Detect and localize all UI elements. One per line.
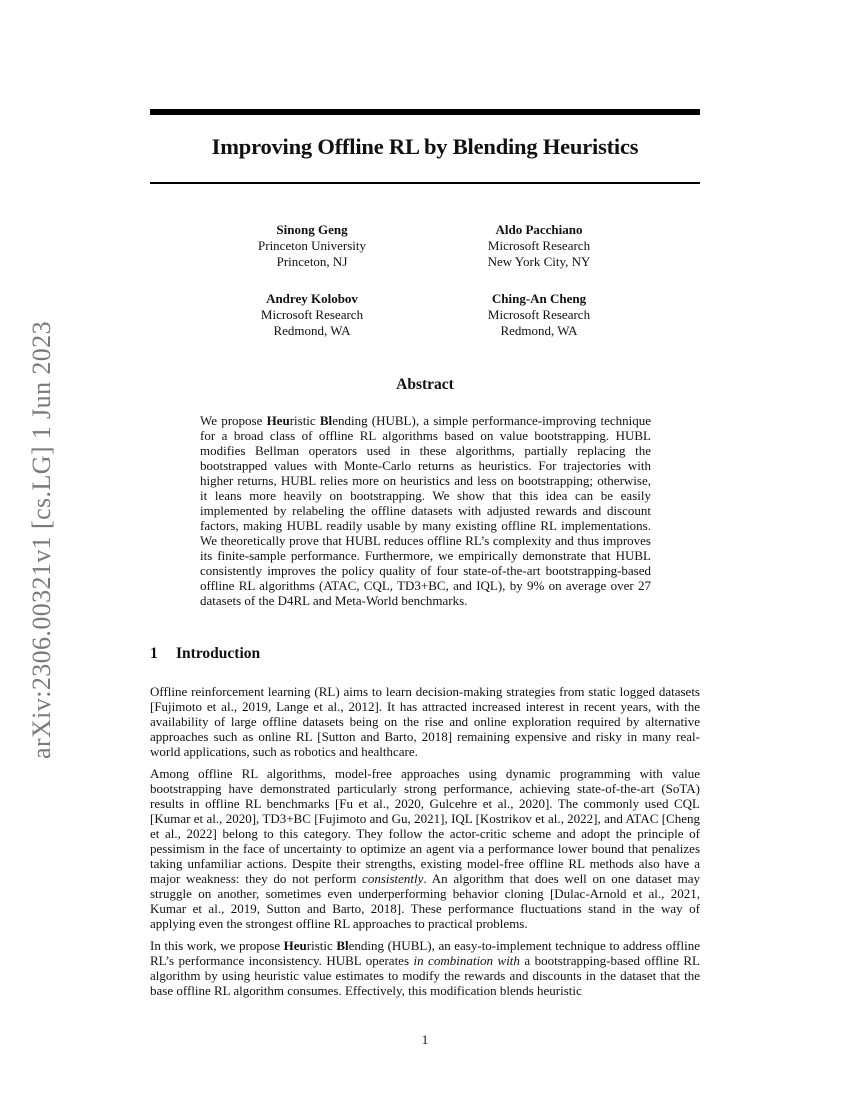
author-name: Sinong Geng	[276, 222, 348, 237]
author-block-4	[424, 291, 654, 339]
title-top-rule	[150, 109, 700, 115]
author-affiliation: Princeton University	[258, 238, 366, 253]
author-location: New York City, NY	[487, 254, 591, 269]
paragraph-2: Among offline RL algorithms, model-free approaches using dynamic programming with value bootstrapping have demonstrated particularly strong performance, achieving state-of-the-art (SoTA) results in offline RL benchmarks [Fu et al., 2020, Gulcehre et al., 2020]. The commonly used CQL [Kumar et al., 2020], TD3+BC [Fujimoto and Gu, 2021], IQL [Kostrikov et al., 2022], and ATAC [Cheng et al., 2022] belong to this category. They follow the actor-critic scheme and adopt the principle of pessimism in the face of uncertainty to optimize an agent via a performance lower bound that penalizes taking unfamiliar actions. Despite their strengths, existing model-free offline RL methods also have a major weakness: they do not perform consistently. An algorithm that does well on one dataset may struggle on another, sometimes even underperforming behavior cloning [Dulac-Arnold et al., 2021, Kumar et al., 2019, Sutton and Barto, 2018]. These performance fluctuations stand in the way of applying even the strongest offline RL approaches to practical problems.	[150, 766, 700, 931]
author-block-3	[197, 291, 427, 339]
author-name: Aldo Pacchiano	[495, 222, 583, 237]
paragraph-1: Offline reinforcement learning (RL) aims to learn decision-making strategies from static logged datasets [Fujimoto et al., 2019, Lange et al., 2012]. It has attracted increased interest in recent years, with the availability of large offline datasets being on the rise and online exploration required by alternative approaches such as online RL [Sutton and Barto, 2018] remaining expensive and risky in many real-world applications, such as robotics and healthcare.	[150, 684, 700, 759]
author-name: Ching-An Cheng	[491, 291, 587, 306]
author-block-2	[424, 222, 654, 270]
author-location: Redmond, WA	[500, 323, 578, 338]
section-number: 1	[150, 645, 158, 662]
author-location: Princeton, NJ	[276, 254, 348, 269]
author-affiliation: Microsoft Research	[260, 307, 364, 322]
abstract-text: We propose Heuristic Blending (HUBL), a simple performance-improving technique for a broad class of offline RL algorithms based on value bootstrapping. HUBL modifies Bellman operators used in these algorithms, partially replacing the bootstrapped values with Monte-Carlo returns as heuristics. For trajectories with higher returns, HUBL relies more on heuristics and less on bootstrapping; otherwise, it leans more heavily on bootstrapping. We show that this idea can be easily implemented by relabeling the offline datasets with adjusted rewards and discount factors, making HUBL readily usable by many existing offline RL implementations. We theoretically prove that HUBL reduces offline RL’s complexity and thus improves its finite-sample performance. Furthermore, we empirically demonstrate that HUBL consistently improves the policy quality of four state-of-the-art bootstrapping-based offline RL algorithms (ATAC, CQL, TD3+BC, and IQL), by 9% on average over 27 datasets of the D4RL and Meta-World benchmarks.	[200, 413, 651, 608]
title-bottom-rule	[150, 182, 700, 184]
paragraph-3: In this work, we propose Heuristic Blending (HUBL), an easy-to-implement technique to address offline RL’s performance inconsistency. HUBL operates in combination with a bootstrapping-based offline RL algorithm by using heuristic value estimates to modify the rewards and discounts in the dataset that the base offline RL algorithm consumes. Effectively, this modification blends heuristic	[150, 938, 701, 998]
abstract-heading: Abstract	[396, 376, 454, 393]
section-heading-introduction	[150, 645, 260, 663]
author-name: Andrey Kolobov	[266, 291, 358, 306]
author-block-1	[197, 222, 427, 270]
introduction-body	[150, 684, 700, 1005]
paper-title: Improving Offline RL by Blending Heuristics	[211, 134, 639, 159]
author-location: Redmond, WA	[273, 323, 351, 338]
page-number: 1	[421, 1032, 429, 1047]
author-affiliation: Microsoft Research	[487, 307, 591, 322]
arxiv-identifier-stamp: arXiv:2306.00321v1 [cs.LG] 1 Jun 2023	[27, 321, 56, 759]
author-affiliation: Microsoft Research	[487, 238, 591, 253]
section-title: Introduction	[176, 645, 261, 662]
